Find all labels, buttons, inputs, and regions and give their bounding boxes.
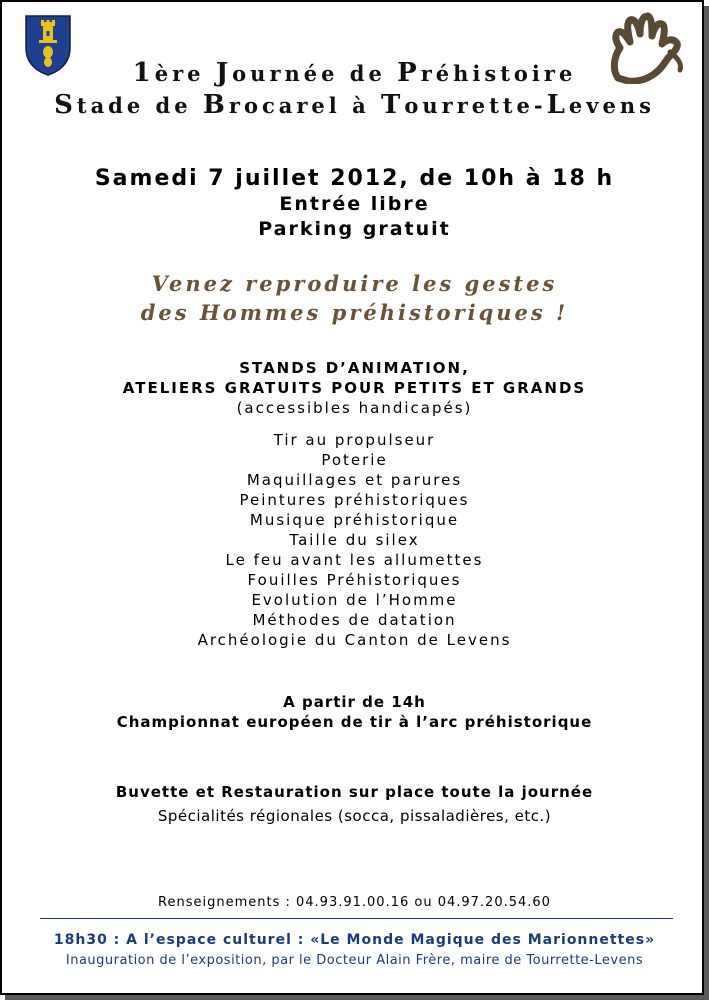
food-title: Buvette et Restauration sur place toute la journée xyxy=(115,783,594,801)
championship-time: A partir de 14h xyxy=(283,693,426,711)
activity-item: Musique préhistorique xyxy=(249,511,460,529)
activity-item: Evolution de l’Homme xyxy=(251,591,458,609)
stands-heading-line2: ATELIERS GRATUITS POUR PETITS ET GRANDS xyxy=(122,379,587,397)
food-detail: Spécialités régionales (socca, pissaladières, etc.) xyxy=(157,807,552,825)
slogan-line1: Venez reproduire les gestes xyxy=(151,271,558,296)
activity-item: Tir au propulseur xyxy=(273,431,436,449)
activity-item: Poterie xyxy=(321,451,388,469)
entry-info: Entrée libre xyxy=(279,193,430,215)
contact-info: Renseignements : 04.93.91.00.16 ou 04.97.20.54.60 xyxy=(158,895,551,910)
footer-event-detail: Inauguration de l’exposition, par le Docteur Alain Frère, maire de Tourrette-Levens xyxy=(65,953,644,968)
activity-item: Maquillages et parures xyxy=(246,471,463,489)
activity-item: Taille du silex xyxy=(289,531,420,549)
event-date: Samedi 7 juillet 2012, de 10h à 18 h xyxy=(94,166,615,191)
footer-event-title: 18h30 : A l’espace culturel : «Le Monde Magique des Marionnettes» xyxy=(53,932,656,948)
stands-heading-line1: STANDS D’ANIMATION, xyxy=(239,359,470,377)
activity-item: Peintures préhistoriques xyxy=(239,491,470,509)
accessibility-note: (accessibles handicapés) xyxy=(236,399,473,417)
poster-title-line1: 1ère Journée de Préhistoire xyxy=(132,58,577,88)
activity-item: Archéologie du Canton de Levens xyxy=(197,631,512,649)
activity-item: Le feu avant les allumettes xyxy=(225,551,484,569)
championship-title: Championnat européen de tir à l’arc préhistorique xyxy=(116,713,593,731)
activity-item: Méthodes de datation xyxy=(252,611,457,629)
activity-list xyxy=(0,430,709,650)
poster-title-line2: Stade de Brocarel à Tourrette-Levens xyxy=(54,90,655,120)
slogan-line2: des Hommes préhistoriques ! xyxy=(140,300,569,325)
footer-divider xyxy=(40,918,673,919)
activity-item: Fouilles Préhistoriques xyxy=(247,571,462,589)
parking-info: Parking gratuit xyxy=(258,218,451,240)
